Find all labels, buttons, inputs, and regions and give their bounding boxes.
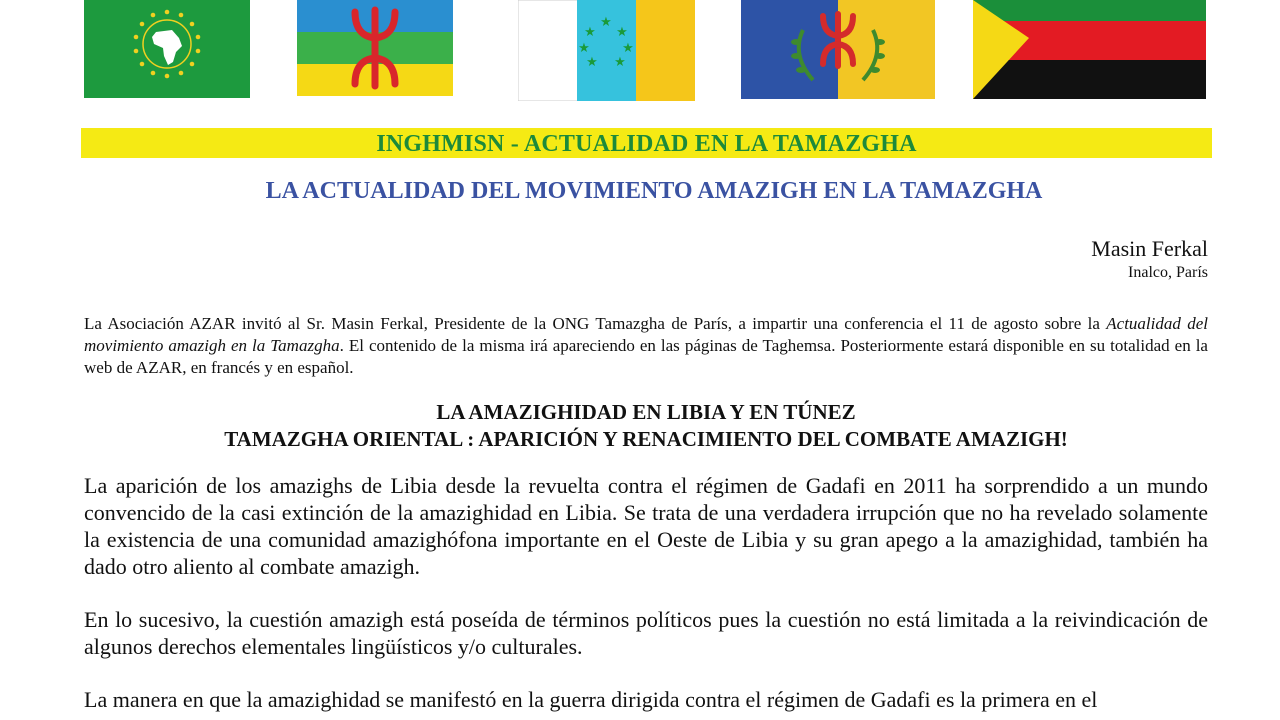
author-block <box>1091 236 1208 282</box>
kabyle-flag-icon <box>741 0 935 99</box>
african-union-flag-icon <box>84 0 250 98</box>
intro-text-2: . El contenido de la misma irá apareciendo en las páginas de Taghemsa. Posteriormente estará disponible en su totalidad en la web de AZAR, en francés y en español. <box>84 336 1208 377</box>
section-heading-1: LA AMAZIGHIDAD EN LIBIA Y EN TÚNEZ <box>436 400 856 424</box>
intro-paragraph <box>84 313 1208 379</box>
section-heading-2: TAMAZGHA ORIENTAL : APARICIÓN Y RENACIMIENTO DEL COMBATE AMAZIGH! <box>224 427 1068 451</box>
svg-text:★: ★ <box>600 15 612 30</box>
svg-text:★: ★ <box>616 25 628 40</box>
body-paragraph: En lo sucesivo, la cuestión amazigh está poseída de términos políticos pues la cuestión no está limitada a la reivindicación de algunos derechos elementales lingüísticos y/o culturales. <box>84 607 1208 659</box>
svg-text:★: ★ <box>614 55 626 70</box>
svg-text:★: ★ <box>578 41 590 56</box>
intro-conference-title: Actualidad del movimiento amazigh en la Tamazgha <box>84 314 1208 355</box>
author-name: Masin Ferkal <box>1091 236 1208 261</box>
amazigh-flag-icon <box>297 0 453 96</box>
body-paragraph: La aparición de los amazighs de Libia desde la revuelta contra el régimen de Gadafi en 2011 ha sorprendido a un mundo convencido de la casi extinción de la amazighidad en Libia. Se trata de una verdadera irrupción que no ha revelado solamente la existencia de una comunidad amazighófona importante en el Oeste de Libia y su gran apego a la amazighidad, también ha dado otro aliento al combate amazigh. <box>84 473 1208 579</box>
libyan-amazigh-flag-icon <box>973 0 1206 99</box>
svg-text:★: ★ <box>622 41 634 56</box>
page-subtitle: LA ACTUALIDAD DEL MOVIMIENTO AMAZIGH EN LA TAMAZGHA <box>265 178 1043 204</box>
svg-text:★: ★ <box>584 25 596 40</box>
flags-row <box>0 0 1280 100</box>
body-paragraph: La manera en que la amazighidad se manifestó en la guerra dirigida contra el régimen de Gadafi es la primera en el <box>84 687 1098 712</box>
canary-flag-icon <box>518 0 695 101</box>
author-affiliation: Inalco, París <box>1128 264 1208 281</box>
intro-text-1: La Asociación AZAR invitó al Sr. Masin Ferkal, Presidente de la ONG Tamazgha de París, a impartir una conferencia el 11 de agosto sobre la <box>84 314 1107 333</box>
svg-text:★: ★ <box>586 55 598 70</box>
header-banner: INGHMISN - ACTUALIDAD EN LA TAMAZGHA <box>81 128 1212 158</box>
section-headings <box>84 399 1208 453</box>
